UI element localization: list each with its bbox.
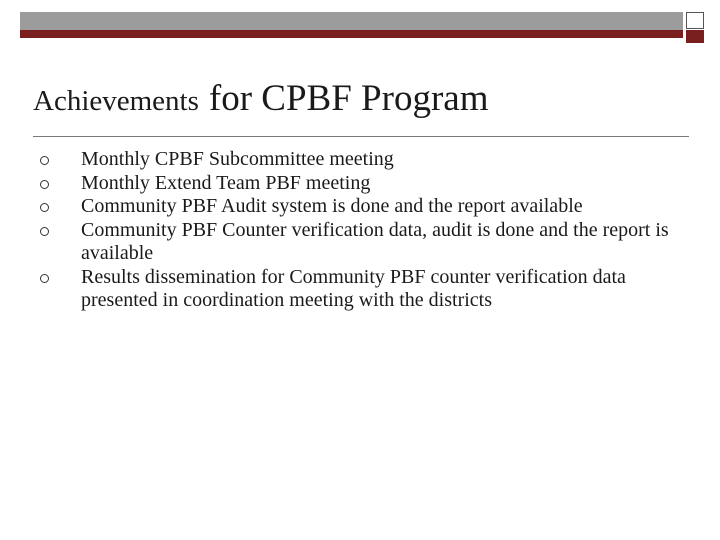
slide-title-part1: Achievements <box>33 85 199 117</box>
bullet-item <box>40 195 700 219</box>
hollow-circle-bullet-icon <box>40 156 49 165</box>
bullet-item <box>40 266 700 313</box>
hollow-circle-bullet-icon <box>40 274 49 283</box>
hollow-circle-bullet-icon <box>40 227 49 236</box>
corner-box-filled <box>686 30 704 43</box>
header-bar-gray <box>20 12 683 30</box>
hollow-circle-bullet-icon <box>40 203 49 212</box>
bullet-text: Results dissemination for Community PBF counter verification data presented in coordination meeting with the districts <box>81 265 626 311</box>
slide-title-part2: for CPBF Program <box>208 78 489 119</box>
header-bar-red <box>20 30 683 38</box>
bullet-text: Monthly Extend Team PBF meeting <box>81 171 371 194</box>
bullet-item <box>40 148 700 172</box>
corner-box-outline <box>686 12 704 29</box>
bullet-text: Community PBF Audit system is done and the report available <box>81 195 583 217</box>
slide-title <box>33 80 488 117</box>
bullet-item <box>40 219 700 266</box>
title-divider <box>33 136 689 137</box>
bullet-item <box>40 172 700 196</box>
bullet-text: Community PBF Counter verification data, audit is done and the report is available <box>81 218 669 264</box>
bullet-text: Monthly CPBF Subcommittee meeting <box>81 148 394 170</box>
hollow-circle-bullet-icon <box>40 180 49 189</box>
bullet-list <box>40 148 700 313</box>
